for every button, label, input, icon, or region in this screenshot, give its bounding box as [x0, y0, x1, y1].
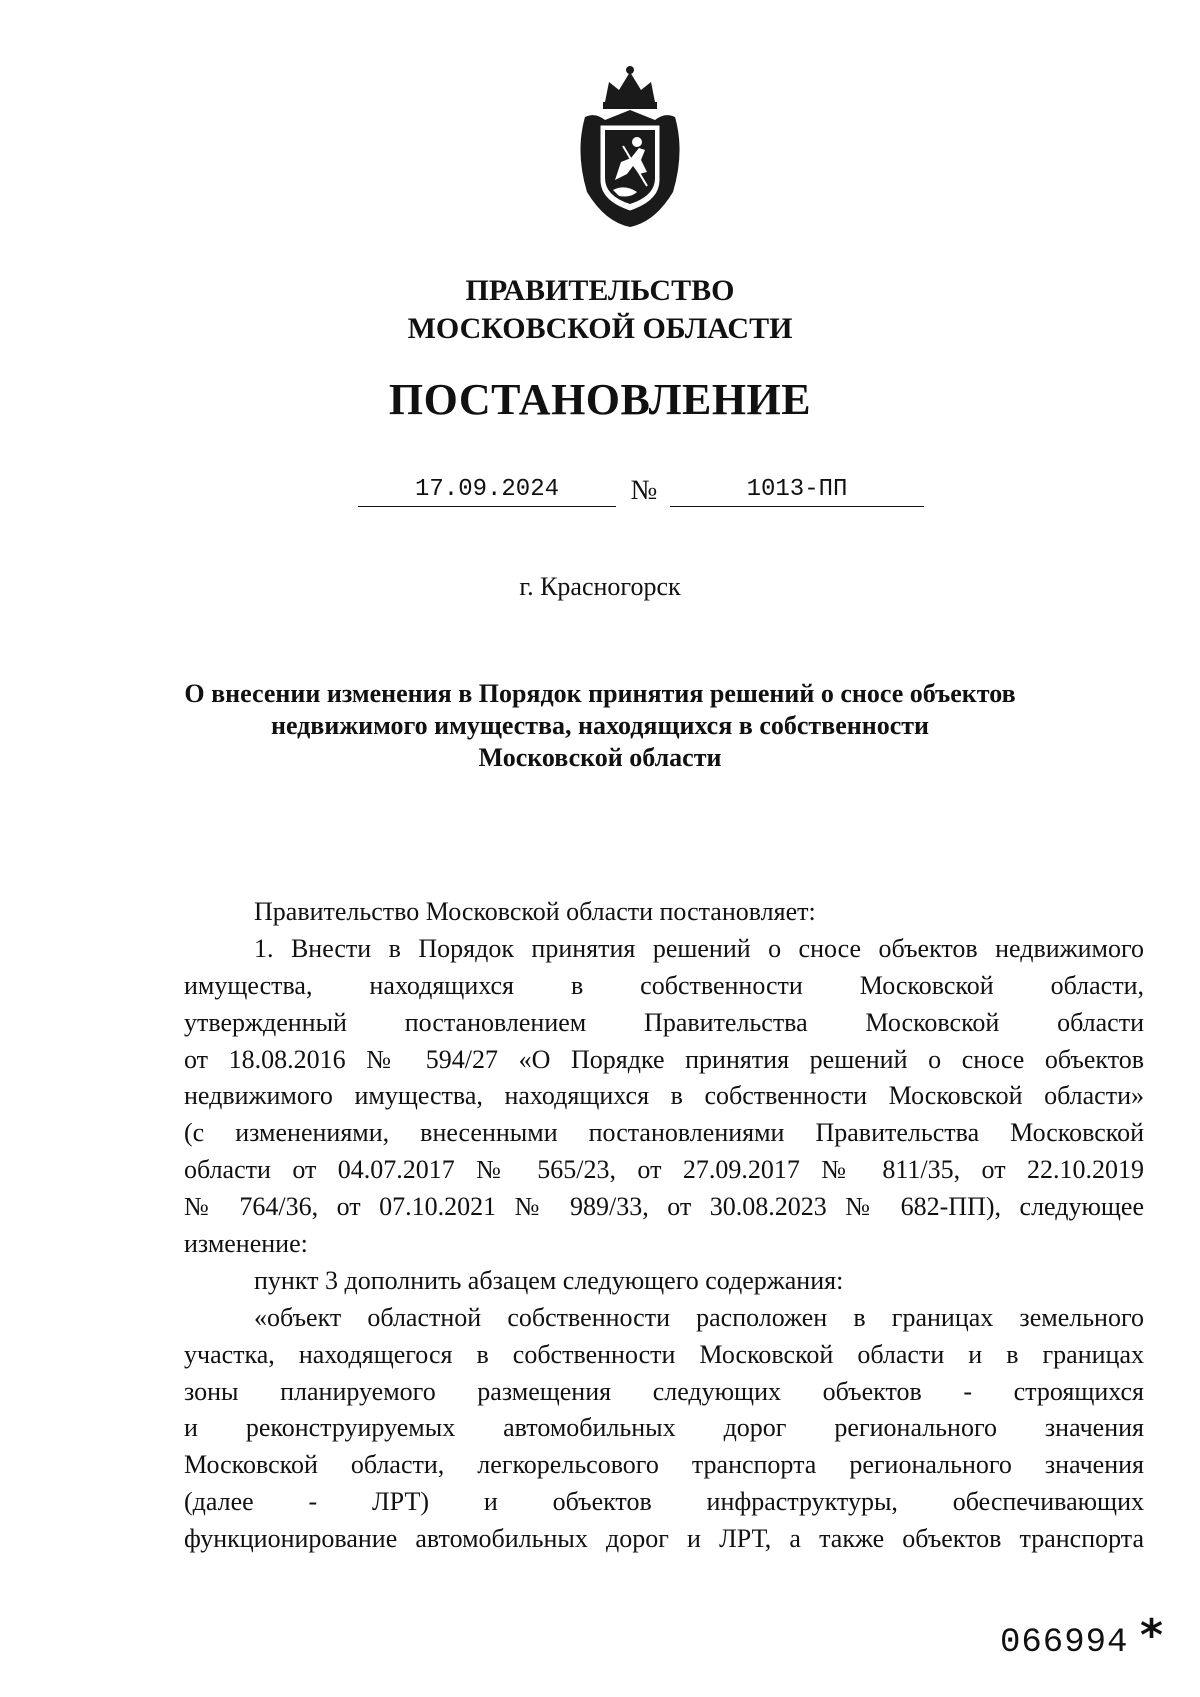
body-line: (далее - ЛРТ) и объектов инфраструктуры, обеспечивающих: [184, 1487, 1144, 1517]
subject-line: недвижимого имущества, находящихся в собственности: [270, 711, 930, 740]
body-line: зоны планируемого размещения следующих объектов - строящихся: [184, 1376, 1144, 1406]
document-date: 17.09.2024: [358, 474, 616, 507]
body-line: имущества, находящихся в собственности Московской области,: [184, 970, 1144, 1000]
body-line: 1. Внести в Порядок принятия решений о сносе объектов недвижимого: [254, 933, 1144, 963]
body-line: Московской области, легкорельсового транспорта регионального значения: [184, 1450, 1144, 1480]
body-line: от 18.08.2016 № 594/27 «О Порядке принятия решений о сносе объектов: [184, 1044, 1144, 1074]
coat-of-arms-icon: [575, 62, 685, 227]
organization-name-line2: МОСКОВСКОЙ ОБЛАСТИ: [407, 312, 793, 345]
document-number: 1013-ПП: [670, 474, 924, 507]
body-line: «объект областной собственности расположен в границах земельного: [254, 1302, 1144, 1332]
body-line: и реконструируемых автомобильных дорог регионального значения: [184, 1413, 1144, 1443]
body-line: утвержденный постановлением Правительства Московской области: [184, 1007, 1144, 1037]
body-line: участка, находящегося в собственности Московской области и в границах: [184, 1339, 1144, 1369]
body-line: области от 04.07.2017 № 565/23, от 27.09.2017 № 811/35, от 22.10.2019: [184, 1155, 1144, 1185]
subject-line: Московской области: [478, 743, 722, 772]
body-line: (с изменениями, внесенными постановлениями Правительства Московской: [184, 1118, 1144, 1148]
city-name: г. Красногорск: [519, 572, 681, 601]
subject-line: О внесении изменения в Порядок принятия решений о сносе объектов: [184, 679, 1016, 708]
body-line: функционирование автомобильных дорог и ЛРТ, а также объектов транспорта: [184, 1524, 1144, 1554]
serial-number: 066994: [1000, 1624, 1129, 1662]
organization-name-line1: ПРАВИТЕЛЬСТВО: [465, 274, 735, 307]
body-line: изменение:: [184, 1229, 308, 1259]
body-line: Правительство Московской области постановляет:: [254, 897, 816, 926]
body-line: пункт 3 дополнить абзацем следующего содержания:: [254, 1265, 844, 1295]
number-sign: №: [630, 475, 658, 506]
document-body: [184, 894, 1144, 1558]
body-line: № 764/36, от 07.10.2021 № 989/33, от 30.08.2023 № 682-ПП), следующее: [184, 1192, 1144, 1222]
asterisk-mark: *: [1140, 1610, 1164, 1661]
body-line: недвижимого имущества, находящихся в собственности Московской области»: [184, 1081, 1144, 1111]
document-subject: [120, 678, 1080, 774]
document-type-title: ПОСТАНОВЛЕНИЕ: [388, 375, 812, 424]
